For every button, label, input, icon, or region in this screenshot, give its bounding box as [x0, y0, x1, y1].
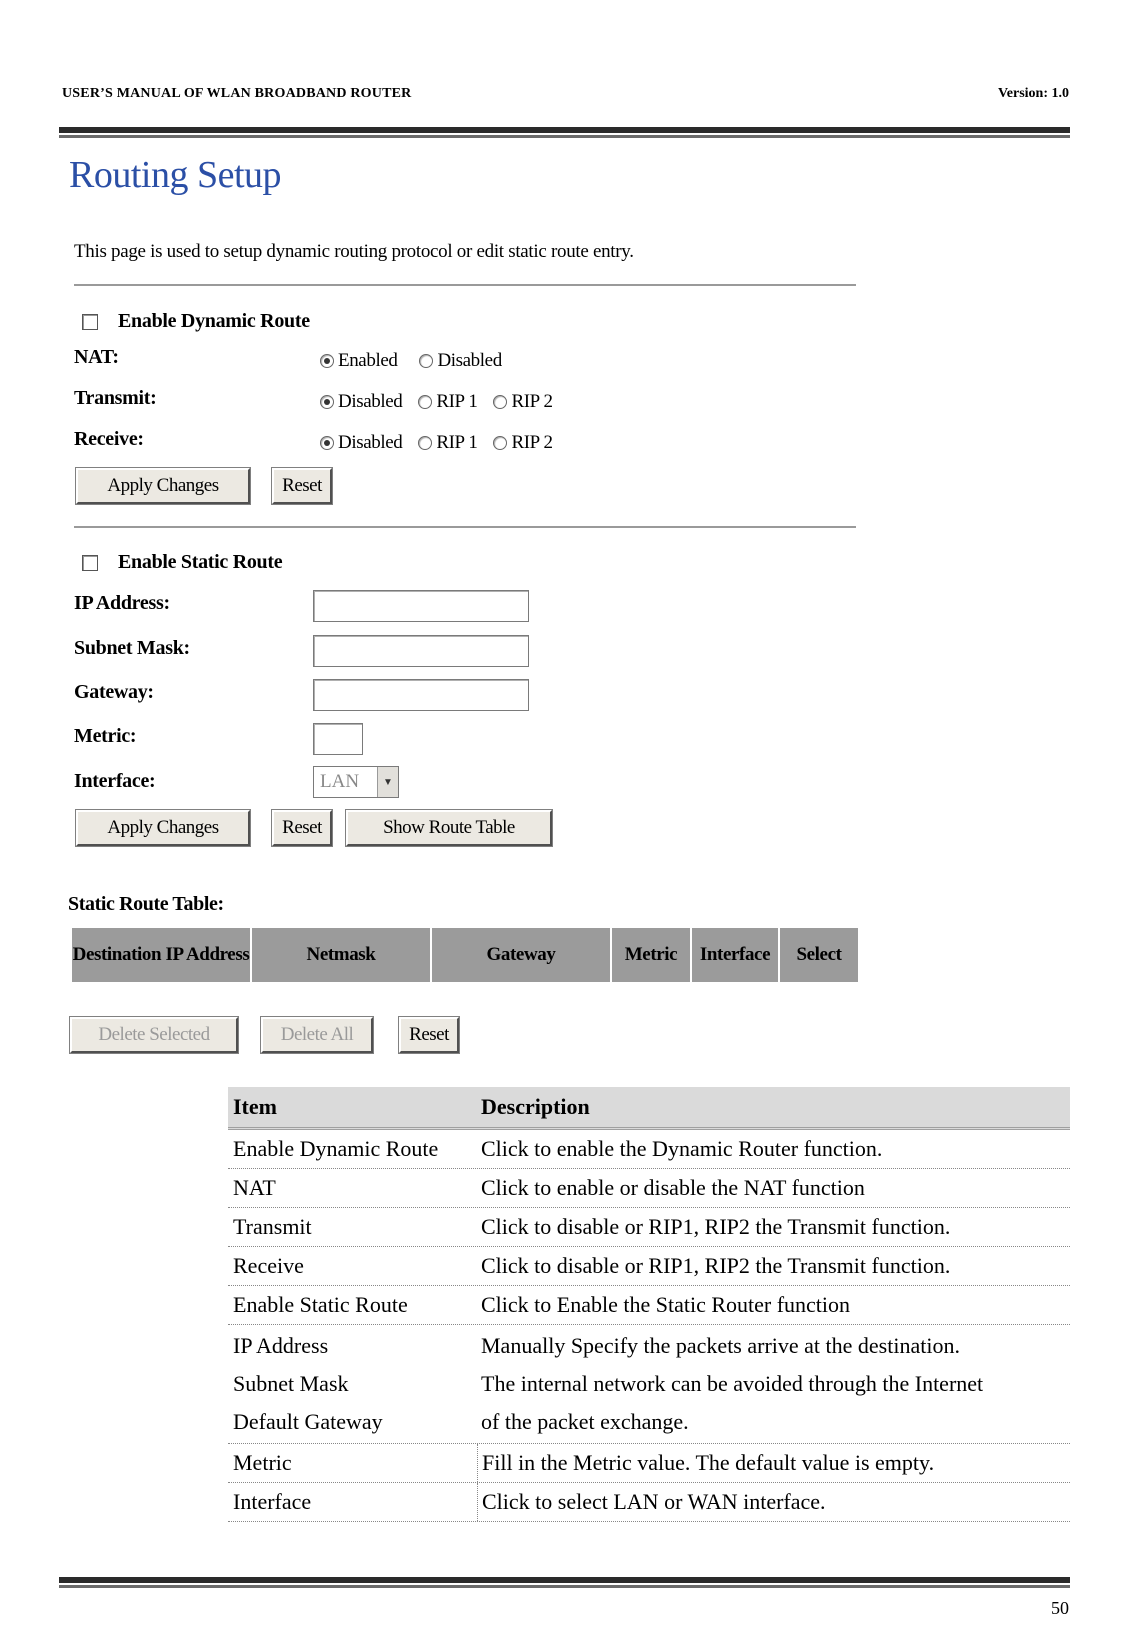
static-route-table-label: Static Route Table:: [68, 893, 224, 915]
dynamic-reset-button[interactable]: Reset: [272, 468, 332, 504]
row-description: Manually Specify the packets arrive at the destination. The internal network can be avoided through the Internet of the packet exchange.: [481, 1333, 984, 1434]
nat-label: NAT:: [74, 346, 119, 368]
gateway-input[interactable]: [313, 679, 529, 711]
radio-icon[interactable]: [418, 395, 432, 409]
manual-header-title: USER’S MANUAL OF WLAN BROADBAND ROUTER: [62, 86, 412, 101]
table-row: [228, 1169, 1070, 1208]
row-item: Metric: [233, 1450, 292, 1475]
row-description: Click to enable or disable the NAT function: [481, 1175, 865, 1200]
radio-icon[interactable]: [419, 354, 433, 368]
static-apply-changes-button[interactable]: Apply Changes: [76, 810, 250, 846]
header-rule: [59, 127, 1070, 138]
table-row: [228, 1130, 1070, 1169]
radio-icon[interactable]: [493, 395, 507, 409]
table-row: [228, 1444, 1070, 1483]
static-reset-button[interactable]: Reset: [272, 810, 332, 846]
column-interface: Interface: [692, 928, 780, 982]
item-header: Item: [233, 1094, 277, 1119]
enable-static-route-checkbox[interactable]: [82, 555, 98, 571]
divider: [74, 526, 856, 528]
row-description: Click to select LAN or WAN interface.: [477, 1483, 1070, 1521]
radio-icon[interactable]: [320, 436, 334, 450]
description-table: [228, 1087, 1070, 1522]
static-route-table-header: [72, 928, 858, 982]
nat-enabled-option[interactable]: Enabled: [320, 350, 397, 372]
row-description: Fill in the Metric value. The default value is empty.: [477, 1444, 1070, 1482]
metric-input[interactable]: [313, 723, 363, 755]
table-row: [228, 1325, 1070, 1444]
receive-radio-group: [320, 432, 553, 454]
row-item: Enable Static Route: [233, 1292, 408, 1317]
transmit-rip1-option[interactable]: RIP 1: [418, 391, 477, 413]
radio-icon[interactable]: [320, 395, 334, 409]
column-metric: Metric: [612, 928, 692, 982]
enable-static-route-row: [82, 551, 282, 574]
column-gateway: Gateway: [432, 928, 612, 982]
radio-icon[interactable]: [493, 436, 507, 450]
interface-selected-value: LAN: [320, 771, 360, 792]
table-row: [228, 1286, 1070, 1325]
footer-rule: [59, 1577, 1070, 1588]
receive-rip1-option[interactable]: RIP 1: [418, 432, 477, 454]
dynamic-apply-changes-button[interactable]: Apply Changes: [76, 468, 250, 504]
page-title: Routing Setup: [69, 154, 282, 196]
manual-version: Version: 1.0: [997, 86, 1069, 101]
row-item: NAT: [233, 1175, 276, 1200]
column-destination-ip: Destination IP Address: [72, 928, 252, 982]
gateway-label: Gateway:: [74, 681, 154, 703]
transmit-radio-group: [320, 391, 553, 413]
subnet-mask-input[interactable]: [313, 635, 529, 667]
delete-selected-button[interactable]: Delete Selected: [70, 1017, 238, 1053]
enable-static-route-label: Enable Static Route: [118, 551, 283, 573]
subnet-mask-label: Subnet Mask:: [74, 637, 190, 659]
description-table-header: [228, 1087, 1070, 1130]
row-item: Receive: [233, 1253, 304, 1278]
page-number: 50: [1051, 1598, 1069, 1618]
row-description: Click to disable or RIP1, RIP2 the Transmit function.: [481, 1253, 951, 1278]
receive-label: Receive:: [74, 428, 144, 450]
radio-icon[interactable]: [320, 354, 334, 368]
show-route-table-button[interactable]: Show Route Table: [346, 810, 552, 846]
enable-dynamic-route-checkbox[interactable]: [82, 314, 98, 330]
column-select: Select: [780, 928, 858, 982]
row-description: Click to disable or RIP1, RIP2 the Transmit function.: [481, 1214, 951, 1239]
enable-dynamic-route-row: [82, 310, 310, 333]
metric-label: Metric:: [74, 725, 137, 747]
divider: [74, 284, 856, 286]
receive-rip2-option[interactable]: RIP 2: [493, 432, 552, 454]
nat-disabled-option[interactable]: Disabled: [419, 350, 501, 372]
radio-icon[interactable]: [418, 436, 432, 450]
nat-radio-group: [320, 350, 502, 372]
transmit-disabled-option[interactable]: Disabled: [320, 391, 402, 413]
transmit-rip2-option[interactable]: RIP 2: [493, 391, 552, 413]
interface-select[interactable]: [313, 766, 399, 798]
row-description: Click to enable the Dynamic Router function.: [481, 1136, 883, 1161]
chevron-down-icon[interactable]: ▼: [377, 767, 398, 797]
row-item: Transmit: [233, 1214, 312, 1239]
page-intro: This page is used to setup dynamic routing protocol or edit static route entry.: [74, 241, 634, 262]
column-netmask: Netmask: [252, 928, 432, 982]
transmit-label: Transmit:: [74, 387, 157, 409]
receive-disabled-option[interactable]: Disabled: [320, 432, 402, 454]
ip-address-label: IP Address:: [74, 592, 170, 614]
table-row: [228, 1483, 1070, 1522]
interface-label: Interface:: [74, 770, 156, 792]
ip-address-input[interactable]: [313, 590, 529, 622]
table-reset-button[interactable]: Reset: [399, 1017, 459, 1053]
row-description: Click to Enable the Static Router function: [481, 1292, 851, 1317]
table-row: [228, 1247, 1070, 1286]
row-item: Interface: [233, 1489, 312, 1514]
delete-all-button[interactable]: Delete All: [261, 1017, 373, 1053]
row-item: IP Address Subnet Mask Default Gateway: [233, 1333, 383, 1434]
row-item: Enable Dynamic Route: [233, 1136, 439, 1161]
description-header: Description: [481, 1094, 590, 1119]
table-row: [228, 1208, 1070, 1247]
enable-dynamic-route-label: Enable Dynamic Route: [118, 310, 310, 332]
